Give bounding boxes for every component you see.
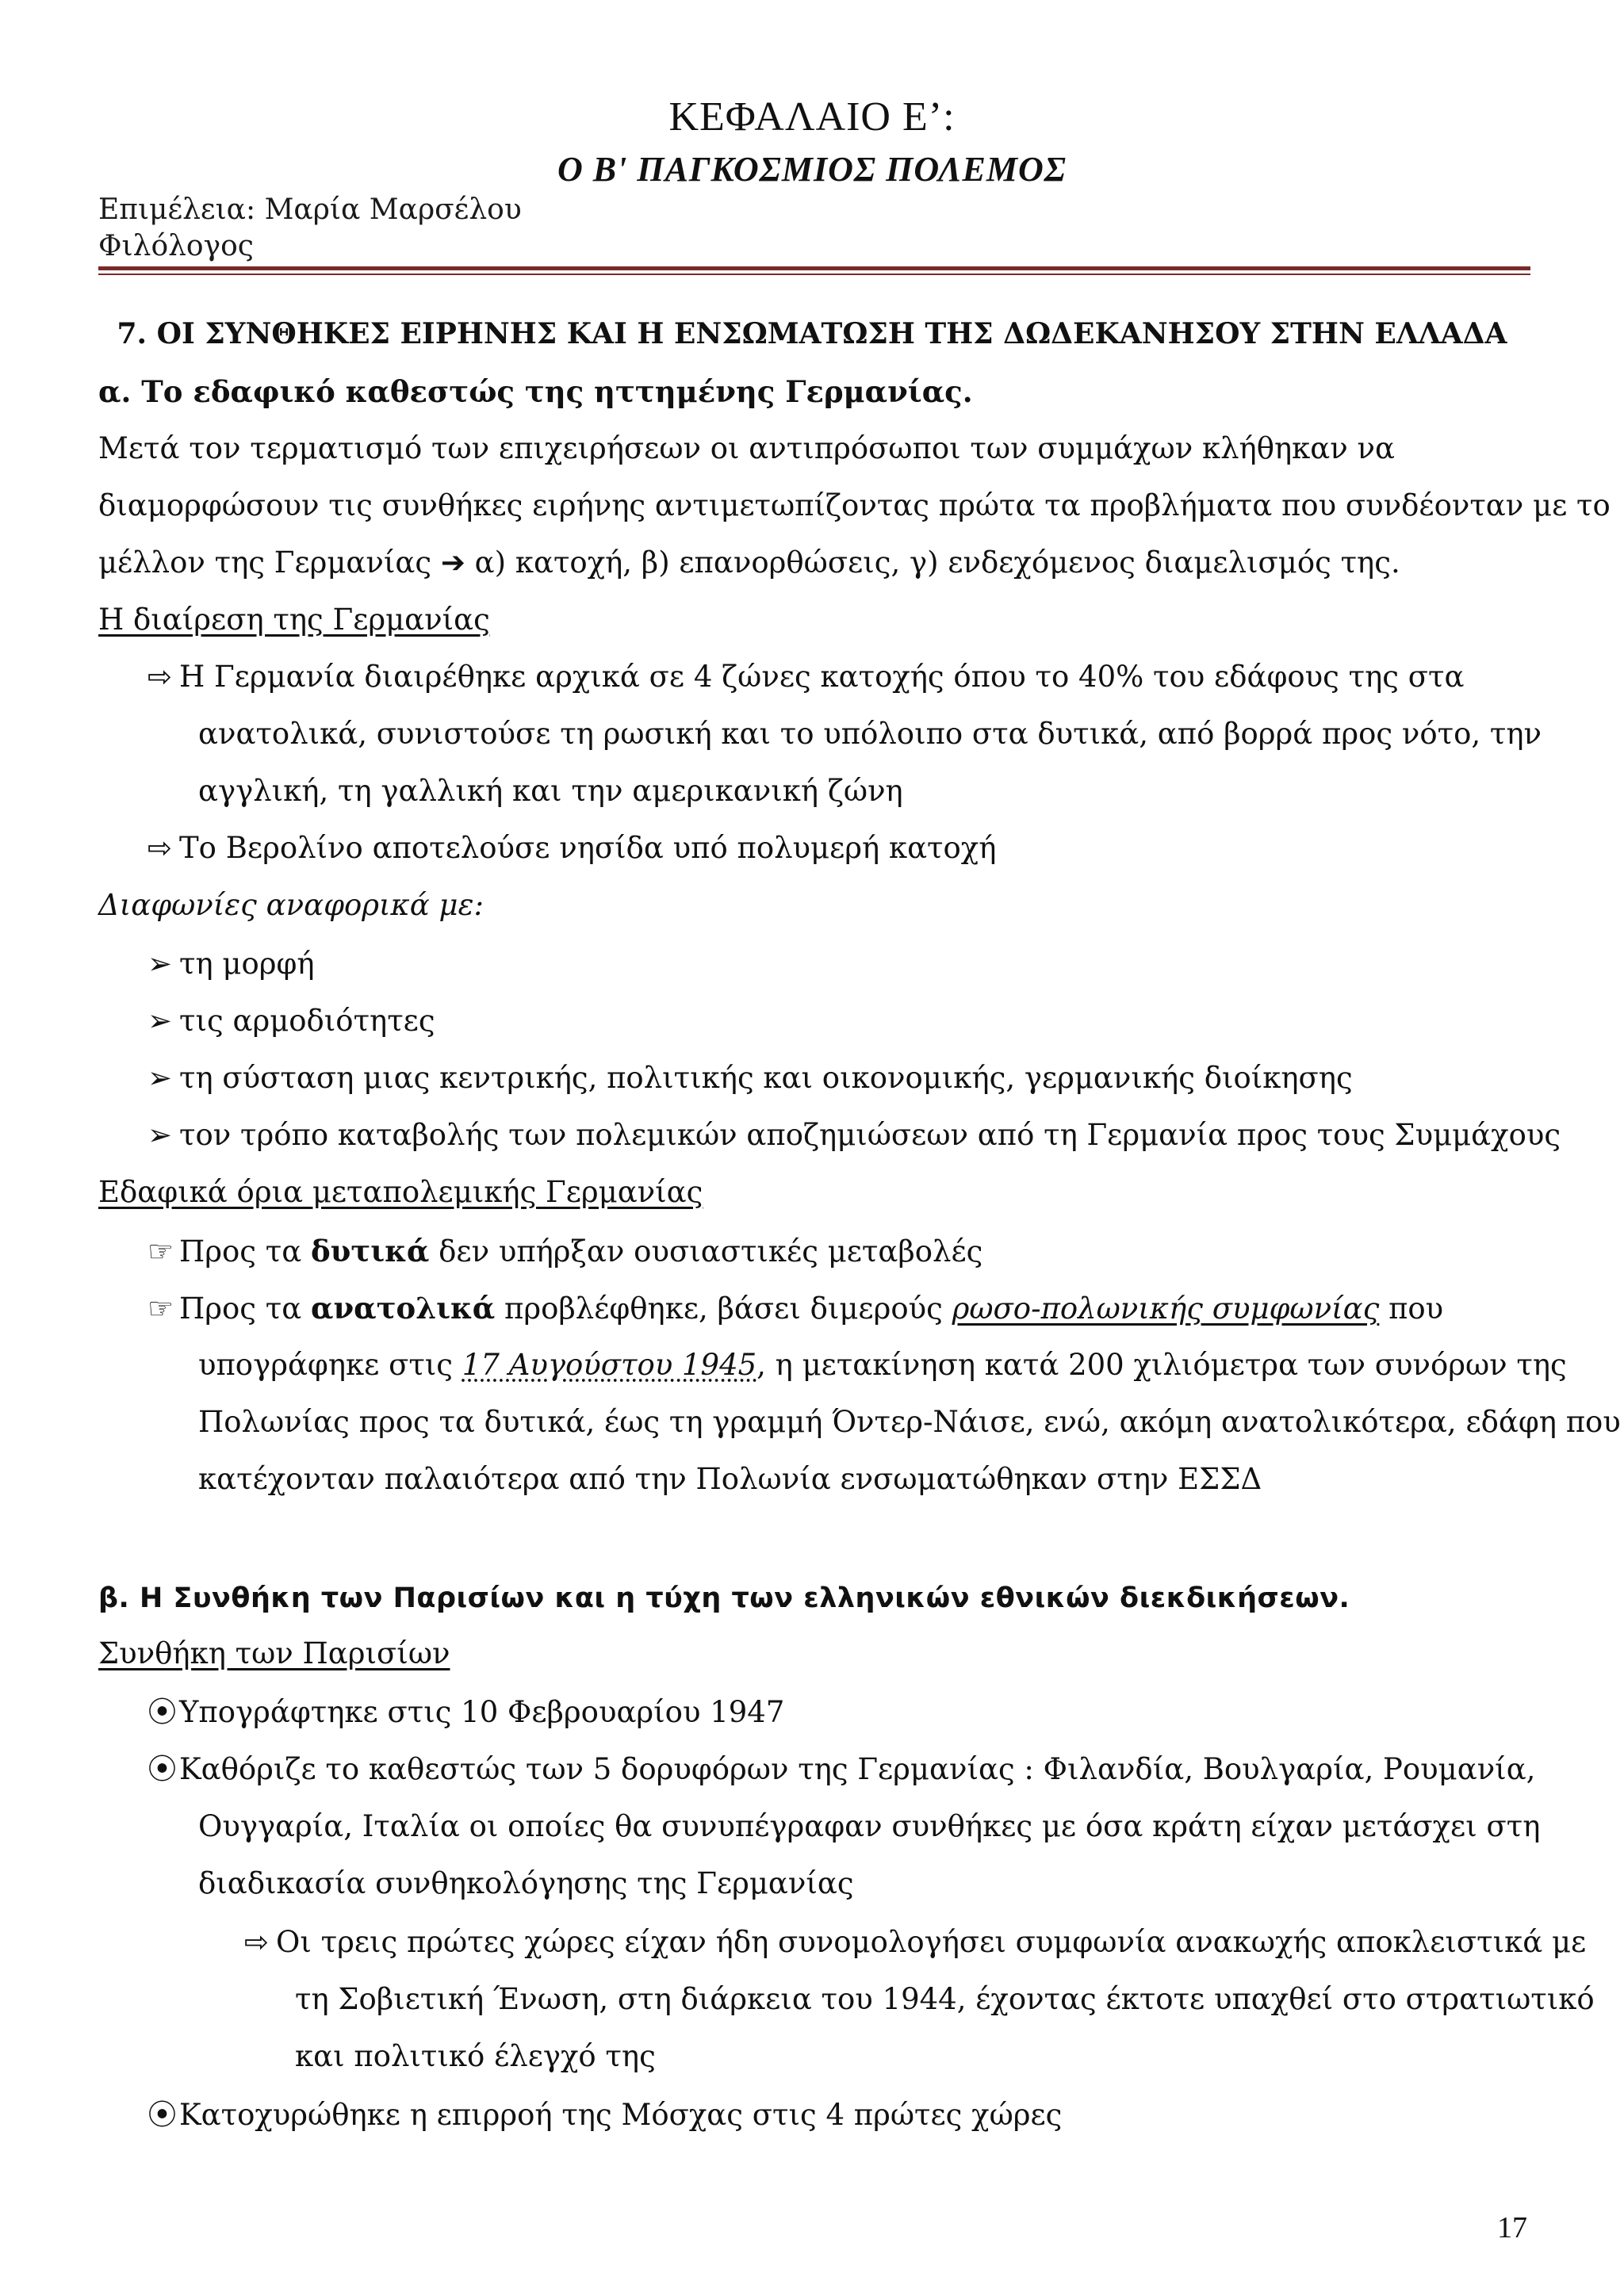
list-item: ⦿Υπογράφτηκε στις 10 Φεβρουαρίου 1947 <box>147 1695 785 1729</box>
list-item: ☞ Προς τα ανατολικά προβλέφθηκε, βάσει διμερούς ρωσο-πολωνικής συμφωνίας που <box>147 1291 1444 1326</box>
ring-bullet-icon: ⦿ <box>147 1752 177 1786</box>
list-item: ➢ τις αρμοδιότητες <box>147 1004 435 1038</box>
list-item-continuation: Πολωνίας προς τα δυτικά, έως τη γραμμή Όντερ-Νάισε, ενώ, ακόμη ανατολικότερα, εδάφη που <box>198 1405 1621 1439</box>
chevron-arrow-icon: ➢ <box>147 1061 173 1095</box>
subsection-a-title: α. Το εδαφικό καθεστώς της ηττημένης Γερμανίας. <box>98 374 973 409</box>
list-item-continuation: αγγλική, τη γαλλική και την αμερικανική ζώνη <box>198 774 903 808</box>
borders-heading: Εδαφικά όρια μεταπολεμικής Γερμανίας <box>98 1175 703 1209</box>
intro-line-3 <box>98 545 1400 580</box>
ring-bullet-icon: ⦿ <box>147 2098 177 2132</box>
chevron-arrow-icon: ➢ <box>147 1118 173 1152</box>
hollow-arrow-icon: ⇨ <box>147 831 173 865</box>
paris-treaty-heading: Συνθήκη των Παρισίων <box>98 1636 450 1670</box>
agreement-link: ρωσο-πολωνικής συμφωνίας <box>952 1292 1380 1326</box>
list-item-continuation: υπογράφηκε στις 17 Αυγούστου 1945, η μετακίνηση κατά 200 χιλιόμετρα των συνόρων της <box>198 1348 1567 1382</box>
bold-right-arrow-icon: ➔ <box>440 545 465 580</box>
chevron-arrow-icon: ➢ <box>147 1004 173 1038</box>
list-item-continuation: κατέχονταν παλαιότερα από την Πολωνία ενσωματώθηκαν στην ΕΣΣΔ <box>198 1462 1262 1496</box>
header-rule-thin <box>98 274 1530 275</box>
header-rule <box>98 266 1530 270</box>
chevron-arrow-icon: ➢ <box>147 947 173 981</box>
list-item: ⦿Καθόριζε το καθεστώς των 5 δορυφόρων της Γερμανίας : Φιλανδία, Βουλγαρία, Ρουμανία, <box>147 1752 1536 1786</box>
pointing-hand-icon: ☞ <box>147 1234 174 1269</box>
section-title: 7. ΟΙ ΣΥΝΘΗΚΕΣ ΕΙΡΗΝΗΣ ΚΑΙ Η ΕΝΣΩΜΑΤΩΣΗ ΤΗΣ ΔΩΔΕΚΑΝΗΣΟΥ ΣΤΗΝ ΕΛΛΑΔΑ <box>117 317 1507 350</box>
ring-bullet-icon: ⦿ <box>147 1695 177 1729</box>
date-reference: 17 Αυγούστου 1945 <box>462 1348 757 1382</box>
hollow-arrow-icon: ⇨ <box>244 1925 270 1959</box>
sub-list-item: ⇨ Οι τρεις πρώτες χώρες είχαν ήδη συνομολογήσει συμφωνία ανακωχής αποκλειστικά με <box>244 1925 1587 1959</box>
list-item: ➢ τον τρόπο καταβολής των πολεμικών αποζημιώσεων από τη Γερμανία προς τους Συμμάχους <box>147 1118 1561 1152</box>
editor-name: Επιμέλεια: Μαρία Μαρσέλου <box>98 193 522 226</box>
sub-list-item-continuation: τη Σοβιετική Ένωση, στη διάρκεια του 1944, έχοντας έκτοτε υπαχθεί στο στρατιωτικό <box>295 1982 1595 2016</box>
hollow-arrow-icon: ⇨ <box>147 660 173 694</box>
sub-list-item-continuation: και πολιτικό έλεγχό της <box>295 2039 656 2073</box>
intro-line-3-start: μέλλον της Γερμανίας <box>98 545 432 580</box>
chapter-title: ΚΕΦΑΛΑΙΟ Ε’: <box>668 94 956 140</box>
division-heading: Η διαίρεση της Γερμανίας <box>98 603 490 637</box>
list-item: ➢ τη μορφή <box>147 947 315 981</box>
list-item-continuation: διαδικασία συνθηκολόγησης της Γερμανίας <box>198 1866 854 1900</box>
subsection-b-title: β. Η Συνθήκη των Παρισίων και η τύχη των ελληνικών εθνικών διεκδικήσεων. <box>98 1582 1350 1614</box>
list-item: ➢ τη σύσταση μιας κεντρικής, πολιτικής και οικονομικής, γερμανικής διοίκησης <box>147 1061 1353 1095</box>
intro-line-2: διαμορφώσουν τις συνθήκες ειρήνης αντιμετωπίζοντας πρώτα τα προβλήματα που συνδέονταν με το <box>98 488 1611 522</box>
list-item: ☞ Προς τα δυτικά δεν υπήρξαν ουσιαστικές μεταβολές <box>147 1234 983 1269</box>
list-item-continuation: Ουγγαρία, Ιταλία οι οποίες θα συνυπέγραφαν συνθήκες με όσα κράτη είχαν μετάσχει στη <box>198 1809 1541 1843</box>
page-number: 17 <box>1497 2211 1527 2244</box>
pointing-hand-icon: ☞ <box>147 1292 174 1326</box>
intro-line-3-end: α) κατοχή, β) επανορθώσεις, γ) ενδεχόμενος διαμελισμός της. <box>474 545 1400 580</box>
chapter-subtitle: Ο Β' ΠΑΓΚΟΣΜΙΟΣ ΠΟΛΕΜΟΣ <box>557 150 1067 189</box>
list-item: ⇨ Η Γερμανία διαιρέθηκε αρχικά σε 4 ζώνες κατοχής όπου το 40% του εδάφους της στα <box>147 660 1465 694</box>
intro-line-1: Μετά τον τερματισμό των επιχειρήσεων οι αντιπρόσωποι των συμμάχων κλήθηκαν να <box>98 431 1395 465</box>
list-item: ⦿Κατοχυρώθηκε η επιρροή της Μόσχας στις 4 πρώτες χώρες <box>147 2098 1063 2132</box>
disagreements-heading: Διαφωνίες αναφορικά με: <box>98 888 484 922</box>
list-item: ⇨ Το Βερολίνο αποτελούσε νησίδα υπό πολυμερή κατοχή <box>147 831 997 865</box>
editor-role: Φιλόλογος <box>98 230 254 262</box>
list-item-continuation: ανατολικά, συνιστούσε τη ρωσική και το υπόλοιπο στα δυτικά, από βορρά προς νότο, την <box>198 717 1542 751</box>
